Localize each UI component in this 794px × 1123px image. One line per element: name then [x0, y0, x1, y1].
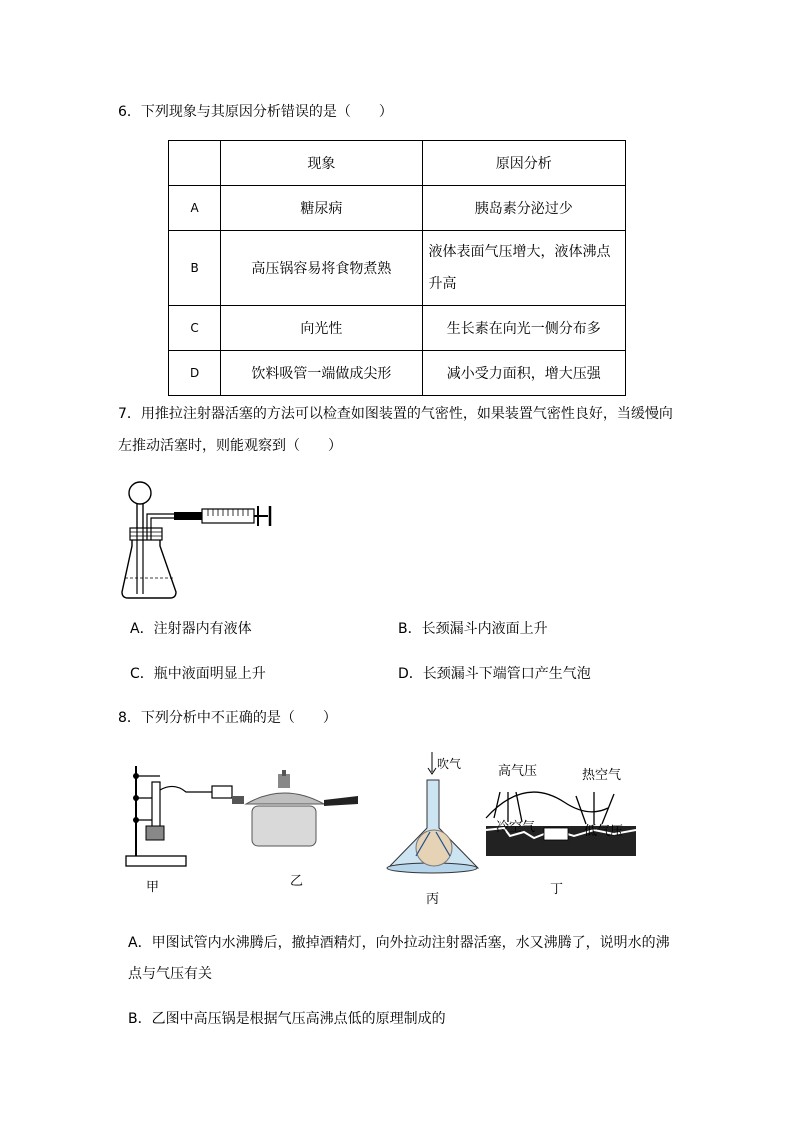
label-blow: 吹气 [437, 757, 462, 771]
q6-table [168, 140, 626, 396]
label-jia: 甲 [146, 880, 160, 895]
label-low-pressure: 低气压 [584, 824, 624, 839]
q8-option-a-line1: A．甲图试管内水沸腾后，撤掉酒精灯，向外拉动注射器活塞，水又沸腾了，说明水的沸 [128, 935, 670, 951]
table-header-cell: 现象 [221, 141, 422, 186]
row-letter: C [169, 306, 221, 351]
row-reason: 减小受力面积，增大压强 [422, 351, 625, 396]
label-ding: 丁 [550, 882, 564, 897]
row-letter: B [169, 231, 221, 306]
row-reason: 生长素在向光一侧分布多 [422, 306, 625, 351]
q7-option-c: C．瓶中液面明显上升 [130, 666, 266, 682]
row-phenomenon: 向光性 [221, 306, 422, 351]
table-header-cell [169, 141, 221, 186]
row-reason: 胰岛素分泌过少 [422, 186, 625, 231]
q8-option-b: B．乙图中高压锅是根据气压高沸点低的原理制成的 [128, 1011, 446, 1027]
q7-stem-line2: 左推动活塞时，则能观察到（ ） [118, 438, 342, 454]
table-row [169, 351, 626, 396]
q7-option-d: D．长颈漏斗下端管口产生气泡 [398, 666, 591, 682]
row-reason: 液体表面气压增大，液体沸点升高 [422, 231, 625, 306]
table-header-row [169, 141, 626, 186]
q8-stem: 8．下列分析中不正确的是（ ） [118, 710, 337, 726]
table-row [169, 231, 626, 306]
row-phenomenon: 糖尿病 [221, 186, 422, 231]
label-yi: 乙 [290, 874, 304, 889]
row-phenomenon: 高压锅容易将食物煮熟 [221, 231, 422, 306]
table-header-cell: 原因分析 [422, 141, 625, 186]
figure-jia-boiling [122, 762, 242, 872]
q8-option-a-line2: 点与气压有关 [128, 966, 212, 982]
apparatus-figure [118, 474, 288, 604]
table-row [169, 306, 626, 351]
row-letter: A [169, 186, 221, 231]
q7-option-b: B．长颈漏斗内液面上升 [398, 621, 548, 637]
label-bing: 丙 [426, 892, 440, 907]
q6-stem: 6．下列现象与其原因分析错误的是（ ） [118, 104, 393, 120]
q7-stem-line1: 7．用推拉注射器活塞的方法可以检查如图装置的气密性，如果装置气密性良好，当缓慢向 [118, 406, 673, 422]
row-letter: D [169, 351, 221, 396]
row-phenomenon: 饮料吸管一端做成尖形 [221, 351, 422, 396]
q7-option-a: A．注射器内有液体 [130, 621, 252, 637]
label-cold-air: 冷空气 [496, 820, 536, 835]
figure-bing-funnel [384, 750, 484, 875]
label-hot-air: 热空气 [582, 768, 622, 783]
table-row [169, 186, 626, 231]
figure-yi-pressure-cooker [232, 770, 362, 850]
label-high-pressure: 高气压 [498, 764, 538, 779]
